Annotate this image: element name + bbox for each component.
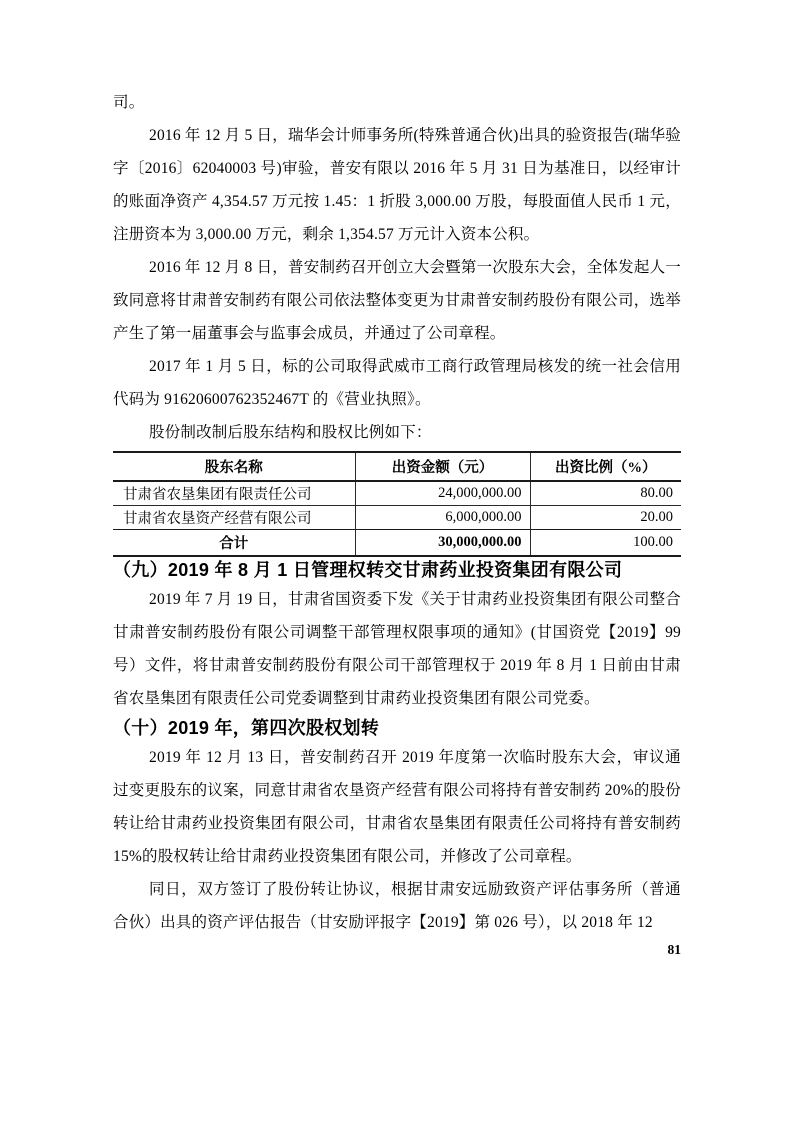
table-header-contribution-amount: 出资金额（元） [355, 452, 530, 481]
total-ratio-cell: 100.00 [530, 530, 681, 557]
table-row [113, 506, 681, 530]
shareholder-name-cell: 甘肃省农垦集团有限责任公司 [113, 481, 355, 506]
paragraph-continued: 司。 [113, 94, 145, 111]
table-header-contribution-ratio: 出资比例（%） [530, 452, 681, 481]
paragraph-table-intro: 股份制改制后股东结构和股权比例如下： [149, 424, 432, 441]
paragraph-management-transfer: 2019 年 7 月 19 日，甘肃省国资委下发《关于甘肃药业投资集团有限公司整合甘肃普安制药股份有限公司调整干部管理权限事项的通知》(甘国资党【2019】99 号）文件，将甘肃普安制药股份有限公司干部管理权于 2019 年 8 月 1 日前由甘肃省农垦集团有限责任公司党委调整到甘肃药业投资集团有限公司党委。 [113, 591, 681, 707]
amount-cell: 6,000,000.00 [355, 506, 530, 530]
section-10-heading: （十）2019 年，第四次股权划转 [113, 718, 380, 738]
table-total-row [113, 530, 681, 557]
ratio-cell: 80.00 [530, 481, 681, 506]
page-number: 81 [667, 942, 681, 957]
shareholder-name-cell: 甘肃省农垦资产经营有限公司 [113, 506, 355, 530]
ratio-cell: 20.00 [530, 506, 681, 530]
paragraph-share-transfer: 2019 年 12 月 13 日，普安制药召开 2019 年度第一次临时股东大会，审议通过变更股东的议案，同意甘肃省农垦资产经营有限公司将持有普安制药 20%的股份转让给甘肃药业投资集团有限公司，甘肃省农垦集团有限责任公司将持有普安制药 15%的股权转让给甘肃药业投资集团有限公司，并修改了公司章程。 [113, 749, 681, 865]
table-row [113, 481, 681, 506]
total-label-cell: 合计 [113, 530, 355, 557]
paragraph-founding-meeting: 2016 年 12 月 8 日，普安制药召开创立大会暨第一次股东大会，全体发起人一致同意将甘肃普安制药有限公司依法整体变更为甘肃普安制药股份有限公司，选举产生了第一届董事会与监事会成员，并通过了公司章程。 [113, 259, 681, 342]
paragraph-valuation-report: 同日，双方签订了股份转让协议，根据甘肃安远励致资产评估事务所（普通合伙）出具的资产评估报告（甘安励评报字【2019】第 026 号），以 2018 年 12 [113, 881, 681, 931]
paragraph-capital-verification: 2016 年 12 月 5 日，瑞华会计师事务所(特殊普通合伙)出具的验资报告(瑞华验字〔2016〕62040003 号)审验，普安有限以 2016 年 5 月 31 日为基准日，以经审计的账面净资产 4,354.57 万元按 1.45：1 折股 3,000.00 万股，每股面值人民币 1 元，注册资本为 3,000.00 万元，剩余 1,354.57 万元计入资本公积。 [113, 127, 681, 243]
paragraph-business-license: 2017 年 1 月 5 日，标的公司取得武威市工商行政管理局核发的统一社会信用代码为 91620600762352467T 的《营业执照》。 [113, 358, 681, 408]
section-9-heading: （九）2019 年 8 月 1 日管理权转交甘肃药业投资集团有限公司 [113, 560, 623, 580]
table-header-shareholder-name: 股东名称 [113, 452, 355, 481]
amount-cell: 24,000,000.00 [355, 481, 530, 506]
total-amount-cell: 30,000,000.00 [355, 530, 530, 557]
table-header-row [113, 452, 681, 481]
shareholder-structure-table [113, 451, 681, 557]
